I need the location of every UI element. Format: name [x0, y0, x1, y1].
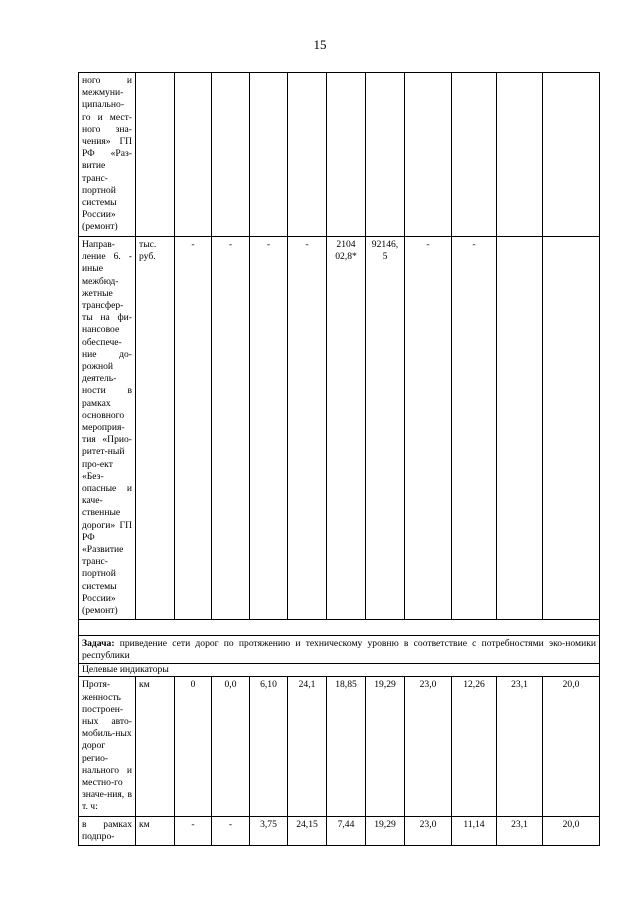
cell-value: 92146, 5	[366, 237, 405, 620]
cell-value: -	[405, 237, 452, 620]
cell-value: 12,26	[452, 677, 497, 816]
cell-value: 24,1	[288, 677, 327, 816]
program-table	[78, 72, 600, 846]
cell-value: -	[250, 237, 288, 620]
task-text: приведение сети дорог по протяжению и техническому уровню в соответствие с потребностями эко-номики республики	[82, 638, 596, 661]
indicators-title: Целевые индикаторы	[79, 664, 600, 677]
cell-value: 2104 02,8*	[327, 237, 366, 620]
cell-value: 23,0	[405, 816, 452, 845]
cell-value	[212, 73, 250, 237]
table-row	[79, 677, 600, 816]
row-name: в рамках подпро-	[79, 816, 136, 845]
table-row	[79, 73, 600, 237]
table-row	[79, 237, 600, 620]
row-name: ного и межмуни-ципально-го и мест-ного зна-чения» ГП РФ «Раз-витие транс-портной системы России» (ремонт)	[79, 73, 136, 237]
row-unit: км	[136, 816, 175, 845]
cell-value: 18,85	[327, 677, 366, 816]
row-name: Направ-ление 6. - иные межбюд-жетные трансфер-ты на фи-нансовое обеспече-ние до-рожной деятель-ности в рамках основного мероприя-тия «Прио-ритет-ный про-ект «Без-опасные и каче-ственные дороги» ГП РФ «Развитие транс-портной системы России» (ремонт)	[79, 237, 136, 620]
cell-value	[405, 73, 452, 237]
cell-value: -	[288, 237, 327, 620]
cell-value: 0	[175, 677, 212, 816]
cell-value: -	[212, 816, 250, 845]
cell-value	[497, 237, 543, 620]
spacer-cell	[79, 620, 600, 636]
task-label: Задача:	[82, 638, 115, 650]
task-row	[79, 636, 600, 664]
table-row	[79, 816, 600, 845]
task-cell	[79, 636, 600, 664]
row-unit	[136, 73, 175, 237]
cell-value: -	[212, 237, 250, 620]
cell-value	[366, 73, 405, 237]
cell-value: 24,15	[288, 816, 327, 845]
cell-value: -	[175, 816, 212, 845]
cell-value: 20,0	[543, 677, 600, 816]
cell-value: 23,1	[497, 677, 543, 816]
cell-value: 23,1	[497, 816, 543, 845]
cell-value: 0,0	[212, 677, 250, 816]
cell-value	[288, 73, 327, 237]
cell-value	[327, 73, 366, 237]
cell-value	[175, 73, 212, 237]
row-unit: км	[136, 677, 175, 816]
cell-value	[543, 237, 600, 620]
row-unit: тыс. руб.	[136, 237, 175, 620]
cell-value: 19,29	[366, 816, 405, 845]
page-number: 15	[313, 37, 327, 52]
cell-value	[497, 73, 543, 237]
cell-value: 3,75	[250, 816, 288, 845]
cell-value: 20,0	[543, 816, 600, 845]
cell-value: 7,44	[327, 816, 366, 845]
cell-value	[250, 73, 288, 237]
row-name: Протя-женность построен-ных авто-мобиль-ных дорог регио-нального и местно-го значе-ния, в т. ч:	[79, 677, 136, 816]
cell-value: -	[175, 237, 212, 620]
cell-value: 23,0	[405, 677, 452, 816]
cell-value: -	[452, 237, 497, 620]
cell-value: 11,14	[452, 816, 497, 845]
cell-value	[543, 73, 600, 237]
cell-value: 6,10	[250, 677, 288, 816]
spacer-row	[79, 620, 600, 636]
cell-value: 19,29	[366, 677, 405, 816]
cell-value	[452, 73, 497, 237]
indicators-header-row	[79, 664, 600, 677]
